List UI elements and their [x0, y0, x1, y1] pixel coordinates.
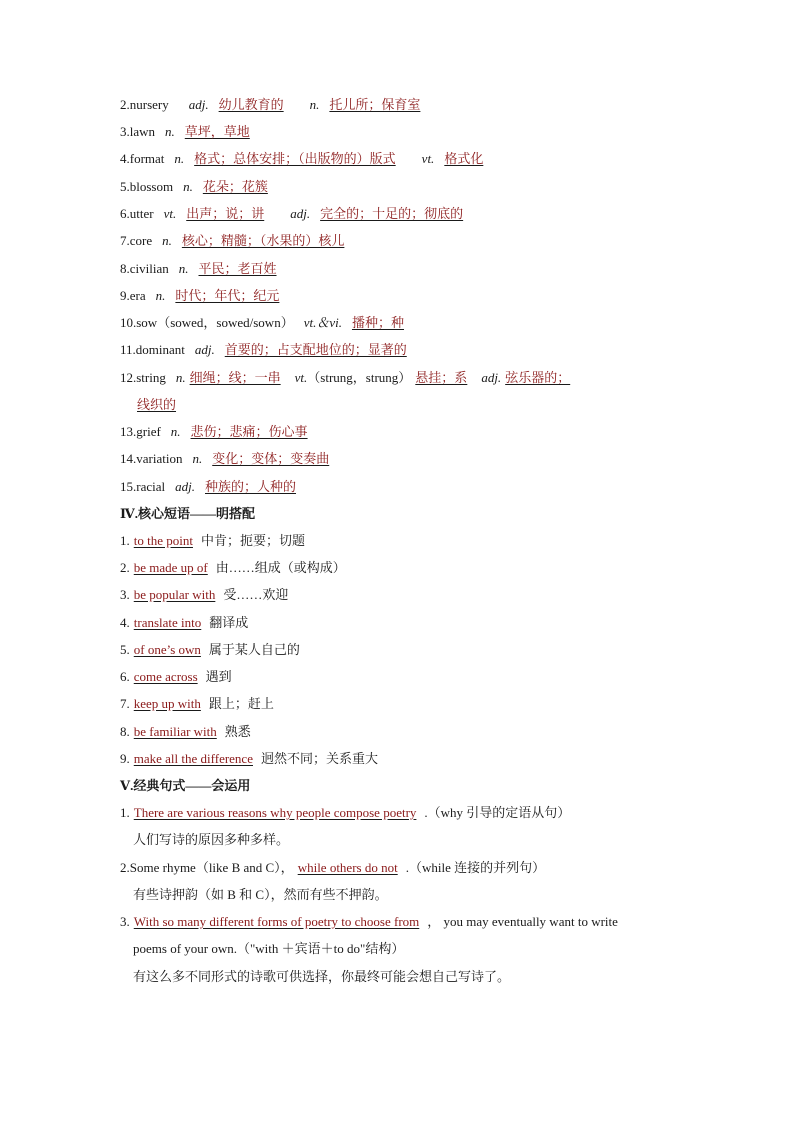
phrase-row: 3. be popular with 受……欢迎 [120, 587, 289, 602]
vocab-row: 13.grief n. 悲伤；悲痛；伤心事 [120, 424, 308, 439]
sentence-translation: 有些诗押韵（如 B 和 C），然而有些不押韵。 [133, 887, 388, 902]
vocab-row: 4.format n. 格式；总体安排；（出版物的）版式 vt. 格式化 [120, 151, 484, 166]
vocab-row-continuation: 线织的 [137, 397, 177, 412]
vocab-row: 7.core n. 核心；精髓；（水果的）核儿 [120, 233, 345, 248]
phrase-row: 4. translate into 翻译成 [120, 615, 249, 630]
sentence-row: 1. There are various reasons why people compose poetry .（why 引导的定语从句） [120, 805, 571, 820]
phrase-row: 7. keep up with 跟上；赶上 [120, 696, 274, 711]
phrase-row: 1. to the point 中肯；扼要；切题 [120, 533, 305, 548]
phrase-row: 9. make all the difference 迥然不同；关系重大 [120, 751, 378, 766]
sentence-continuation: poems of your own.（"with ＋宾语＋to do"结构） [133, 941, 405, 956]
sentence-row: 2.Some rhyme（like B and C）， while others do not .（while 连接的并列句） [120, 860, 546, 875]
section-heading-sentences: Ⅴ.经典句式——会运用 [120, 778, 251, 793]
vocab-row: 10.sow（sowed，sowed/sown） vt.＆vi. 播种；种 [120, 315, 404, 330]
vocab-row: 14.variation n. 变化；变体；变奏曲 [120, 451, 330, 466]
vocab-row: 2.nursery adj. 幼儿教育的 n. 托儿所；保育室 [120, 97, 421, 112]
sentence-translation: 人们写诗的原因多种多样。 [133, 832, 290, 847]
phrase-row: 8. be familiar with 熟悉 [120, 724, 251, 739]
vocab-row: 5.blossom n. 花朵；花簇 [120, 179, 268, 194]
sentence-translation: 有这么多不同形式的诗歌可供选择，你最终可能会想自己写诗了。 [133, 969, 511, 984]
vocab-row: 9.era n. 时代；年代；纪元 [120, 288, 280, 303]
phrase-row: 6. come across 遇到 [120, 669, 232, 684]
vocab-row: 15.racial adj. 种族的；人种的 [120, 479, 297, 494]
vocab-row: 6.utter vt. 出声；说；讲 adj. 完全的；十足的；彻底的 [120, 206, 464, 221]
vocab-row: 3.lawn n. 草坪，草地 [120, 124, 250, 139]
vocab-row: 11.dominant adj. 首要的；占支配地位的；显著的 [120, 342, 407, 357]
vocab-row: 8.civilian n. 平民；老百姓 [120, 261, 277, 276]
sentence-row: 3. With so many different forms of poetry to choose from ， you may eventually want to write [120, 914, 618, 929]
section-heading-phrases: Ⅳ.核心短语——明搭配 [120, 506, 256, 521]
vocab-row: 12.string n. 细绳；线；一串 vt.（strung，strung） 悬挂；系 adj. 弦乐器的； [120, 370, 571, 385]
phrase-row: 2. be made up of 由……组成（或构成） [120, 560, 346, 575]
phrase-row: 5. of one’s own 属于某人自己的 [120, 642, 300, 657]
